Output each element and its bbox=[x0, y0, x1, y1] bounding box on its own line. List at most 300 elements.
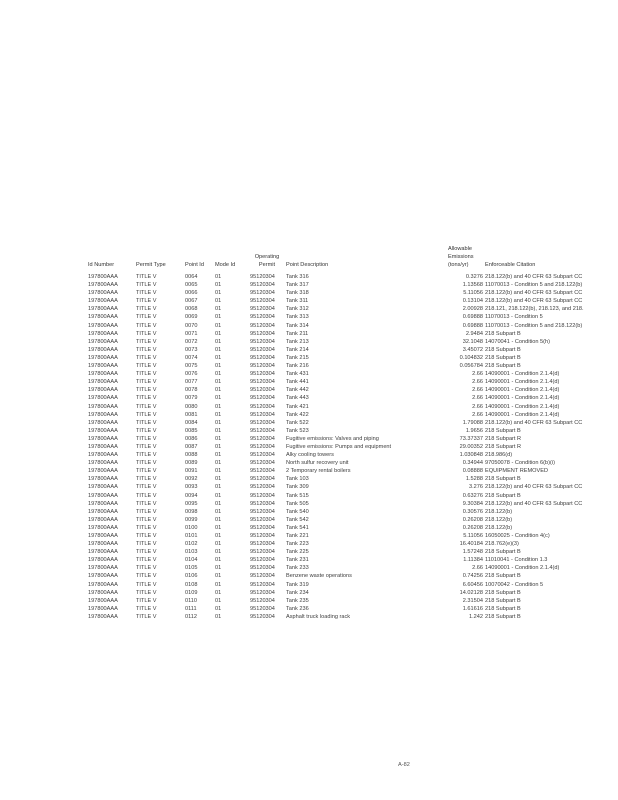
cell-enforceable-citation: 14070041 - Condition 5(h) bbox=[485, 338, 550, 345]
cell-enforceable-citation: 14090001 - Condition 2.1.4(d) bbox=[485, 403, 560, 410]
cell-operating-permit: 95120304 bbox=[250, 379, 275, 386]
cell-operating-permit: 95120304 bbox=[250, 476, 275, 483]
cell-mode-id: 01 bbox=[215, 306, 222, 313]
table-row bbox=[88, 313, 618, 321]
cell-point-description: Tank 221 bbox=[286, 533, 309, 539]
cell-id-number: 197800AAA bbox=[88, 573, 118, 580]
cell-allowable-emissions: 0.26208 bbox=[462, 524, 483, 531]
cell-operating-permit: 95120304 bbox=[250, 589, 275, 596]
cell-operating-permit: 95120304 bbox=[250, 508, 275, 515]
cell-permit-type: TITLE V bbox=[136, 379, 157, 386]
cell-permit-type: TITLE V bbox=[136, 516, 157, 523]
table-row bbox=[88, 289, 618, 297]
cell-mode-id: 01 bbox=[215, 379, 222, 386]
cell-point-id: 0098 bbox=[185, 508, 198, 515]
cell-operating-permit: 95120304 bbox=[250, 403, 275, 410]
table-row bbox=[88, 378, 618, 386]
cell-point-id: 0103 bbox=[185, 549, 198, 556]
cell-permit-type: TITLE V bbox=[136, 443, 157, 450]
cell-enforceable-citation: 10070042 - Condition 5 bbox=[485, 581, 544, 588]
cell-enforceable-citation: 11010041 - Condition 1.3 bbox=[485, 557, 548, 564]
cell-mode-id: 01 bbox=[215, 484, 222, 491]
cell-point-id: 0080 bbox=[185, 403, 198, 410]
header-permit-type: Permit Type bbox=[136, 262, 166, 268]
cell-point-id: 0088 bbox=[185, 452, 198, 459]
header-allowable-emissions: Allowable Emissions (tons/yr) bbox=[448, 246, 474, 268]
header-mode-id: Mode Id bbox=[215, 262, 236, 268]
table-row bbox=[88, 564, 618, 572]
table-row bbox=[88, 508, 618, 516]
cell-operating-permit: 95120304 bbox=[250, 597, 275, 604]
cell-point-description: Tank 213 bbox=[286, 338, 309, 345]
cell-allowable-emissions: 0.63276 bbox=[462, 492, 483, 499]
cell-point-description: Tank 214 bbox=[286, 346, 309, 353]
cell-point-description: Tank 223 bbox=[286, 541, 309, 548]
cell-permit-type: TITLE V bbox=[136, 524, 157, 531]
table-row bbox=[88, 435, 618, 443]
cell-allowable-emissions: 5.11056 bbox=[463, 290, 483, 297]
cell-allowable-emissions: 2.9484 bbox=[465, 330, 483, 337]
cell-mode-id: 01 bbox=[215, 443, 222, 450]
cell-id-number: 197800AAA bbox=[88, 330, 118, 337]
cell-id-number: 197800AAA bbox=[88, 427, 118, 434]
table-row bbox=[88, 459, 618, 467]
cell-permit-type: TITLE V bbox=[136, 597, 157, 604]
cell-operating-permit: 95120304 bbox=[250, 443, 275, 450]
cell-allowable-emissions: 2.66 bbox=[472, 379, 483, 386]
cell-permit-type: TITLE V bbox=[136, 419, 157, 426]
table-row bbox=[88, 483, 618, 491]
cell-operating-permit: 95120304 bbox=[250, 338, 275, 345]
cell-permit-type: TITLE V bbox=[136, 541, 157, 548]
cell-id-number: 197800AAA bbox=[88, 371, 118, 378]
cell-allowable-emissions: 2.66 bbox=[472, 371, 483, 378]
cell-point-description: North sulfur recovery unit bbox=[286, 460, 349, 467]
cell-point-description: Tank 313 bbox=[286, 314, 309, 321]
table-row bbox=[88, 354, 618, 362]
cell-allowable-emissions: 1.030848 bbox=[459, 452, 483, 459]
emissions-table bbox=[88, 245, 618, 621]
cell-operating-permit: 95120304 bbox=[250, 541, 275, 548]
cell-point-description: Tank 211 bbox=[286, 330, 309, 337]
cell-operating-permit: 95120304 bbox=[250, 419, 275, 426]
cell-mode-id: 01 bbox=[215, 549, 222, 556]
cell-mode-id: 01 bbox=[215, 541, 222, 548]
cell-permit-type: TITLE V bbox=[136, 581, 157, 588]
cell-enforceable-citation: 14090001 - Condition 2.1.4(d) bbox=[485, 371, 560, 378]
table-row bbox=[88, 597, 618, 605]
cell-allowable-emissions: 1.11384 bbox=[463, 557, 483, 564]
cell-point-id: 0110 bbox=[185, 597, 198, 604]
header-operating-permit: Operating Permit bbox=[254, 254, 280, 268]
cell-enforceable-citation: 218 Subpart B bbox=[485, 492, 521, 499]
table-row bbox=[88, 589, 618, 597]
cell-allowable-emissions: 0.08888 bbox=[462, 468, 483, 475]
cell-allowable-emissions: 2.00928 bbox=[462, 306, 483, 313]
cell-id-number: 197800AAA bbox=[88, 581, 118, 588]
cell-enforceable-citation: 14090001 - Condition 2.1.4(d) bbox=[485, 395, 560, 402]
header-id-number: Id Number bbox=[88, 262, 115, 268]
cell-point-id: 0070 bbox=[185, 322, 198, 329]
cell-allowable-emissions: 1.61616 bbox=[462, 605, 483, 612]
cell-mode-id: 01 bbox=[215, 298, 222, 305]
table-row bbox=[88, 613, 618, 621]
cell-allowable-emissions: 1.57248 bbox=[462, 549, 483, 556]
cell-mode-id: 01 bbox=[215, 557, 222, 564]
cell-operating-permit: 95120304 bbox=[250, 274, 275, 280]
cell-mode-id: 01 bbox=[215, 435, 222, 442]
cell-mode-id: 01 bbox=[215, 613, 222, 620]
cell-id-number: 197800AAA bbox=[88, 314, 118, 321]
cell-permit-type: TITLE V bbox=[136, 565, 157, 572]
cell-permit-type: TITLE V bbox=[136, 403, 157, 410]
cell-allowable-emissions: 16.40184 bbox=[459, 541, 483, 548]
table-row bbox=[88, 548, 618, 556]
table-row bbox=[88, 467, 618, 475]
table-body bbox=[88, 273, 618, 621]
table-row bbox=[88, 605, 618, 613]
cell-point-id: 0109 bbox=[185, 589, 198, 596]
cell-id-number: 197800AAA bbox=[88, 411, 118, 418]
cell-enforceable-citation: 14090001 - Condition 2.1.4(d) bbox=[485, 411, 560, 418]
cell-point-id: 0100 bbox=[185, 524, 198, 531]
cell-enforceable-citation: 11070013 - Condition 5 bbox=[485, 314, 543, 321]
header-enforceable-citation: Enforceable Citation bbox=[485, 262, 536, 268]
cell-id-number: 197800AAA bbox=[88, 306, 118, 313]
cell-allowable-emissions: 2.66 bbox=[472, 387, 483, 394]
cell-permit-type: TITLE V bbox=[136, 549, 157, 556]
cell-allowable-emissions: 0.3276 bbox=[465, 274, 483, 280]
cell-point-description: Tank 215 bbox=[286, 354, 309, 361]
cell-permit-type: TITLE V bbox=[136, 492, 157, 499]
cell-allowable-emissions: 73.37337 bbox=[459, 435, 483, 442]
cell-enforceable-citation: 218 Subpart B bbox=[485, 605, 521, 612]
cell-enforceable-citation: 218.122(b) bbox=[485, 524, 513, 531]
cell-mode-id: 01 bbox=[215, 354, 222, 361]
cell-mode-id: 01 bbox=[215, 411, 222, 418]
cell-point-description: Tank 421 bbox=[286, 403, 309, 410]
cell-id-number: 197800AAA bbox=[88, 468, 118, 475]
cell-operating-permit: 95120304 bbox=[250, 314, 275, 321]
cell-permit-type: TITLE V bbox=[136, 330, 157, 337]
cell-allowable-emissions: 0.104832 bbox=[459, 354, 483, 361]
cell-operating-permit: 95120304 bbox=[250, 613, 275, 620]
cell-mode-id: 01 bbox=[215, 314, 222, 321]
cell-permit-type: TITLE V bbox=[136, 500, 157, 507]
cell-id-number: 197800AAA bbox=[88, 533, 118, 539]
table-row bbox=[88, 322, 618, 330]
cell-id-number: 197800AAA bbox=[88, 435, 118, 442]
cell-enforceable-citation: 218 Subpart R bbox=[485, 435, 522, 442]
cell-id-number: 197800AAA bbox=[88, 346, 118, 353]
cell-operating-permit: 95120304 bbox=[250, 565, 275, 572]
cell-enforceable-citation: 218 Subpart B bbox=[485, 330, 521, 337]
cell-mode-id: 01 bbox=[215, 597, 222, 604]
cell-permit-type: TITLE V bbox=[136, 613, 157, 620]
cell-enforceable-citation: 218.122(b) and 40 CFR 63 Subpart CC bbox=[485, 298, 583, 305]
cell-point-id: 0101 bbox=[185, 533, 198, 539]
cell-mode-id: 01 bbox=[215, 371, 222, 378]
cell-enforceable-citation: 218 Subpart B bbox=[485, 613, 521, 620]
cell-permit-type: TITLE V bbox=[136, 387, 157, 394]
cell-point-description: Tank 314 bbox=[286, 322, 309, 329]
cell-id-number: 197800AAA bbox=[88, 387, 118, 394]
cell-operating-permit: 95120304 bbox=[250, 354, 275, 361]
cell-id-number: 197800AAA bbox=[88, 605, 118, 612]
cell-enforceable-citation: 218 Subpart B bbox=[485, 589, 521, 596]
cell-mode-id: 01 bbox=[215, 363, 222, 370]
cell-mode-id: 01 bbox=[215, 346, 222, 353]
table-row bbox=[88, 475, 618, 483]
cell-allowable-emissions: 0.13104 bbox=[462, 298, 483, 305]
cell-operating-permit: 95120304 bbox=[250, 411, 275, 418]
cell-point-description: Tank 235 bbox=[286, 597, 309, 604]
table-row bbox=[88, 411, 618, 419]
cell-mode-id: 01 bbox=[215, 419, 222, 426]
cell-point-id: 0071 bbox=[185, 330, 198, 337]
cell-permit-type: TITLE V bbox=[136, 290, 157, 297]
cell-id-number: 197800AAA bbox=[88, 322, 118, 329]
table-row bbox=[88, 394, 618, 402]
cell-point-id: 0091 bbox=[185, 468, 198, 475]
cell-id-number: 197800AAA bbox=[88, 290, 118, 297]
cell-point-description: Tank 422 bbox=[286, 411, 309, 418]
cell-allowable-emissions: 2.66 bbox=[472, 395, 483, 402]
cell-allowable-emissions: 2.66 bbox=[472, 411, 483, 418]
cell-operating-permit: 95120304 bbox=[250, 395, 275, 402]
table-row bbox=[88, 362, 618, 370]
cell-id-number: 197800AAA bbox=[88, 484, 118, 491]
cell-mode-id: 01 bbox=[215, 403, 222, 410]
cell-id-number: 197800AAA bbox=[88, 549, 118, 556]
cell-mode-id: 01 bbox=[215, 508, 222, 515]
cell-id-number: 197800AAA bbox=[88, 274, 118, 280]
cell-allowable-emissions: 1.79088 bbox=[462, 419, 483, 426]
cell-mode-id: 01 bbox=[215, 533, 222, 539]
cell-enforceable-citation: 14090001 - Condition 2.1.4(d) bbox=[485, 565, 560, 572]
cell-point-description: 2 Temporary rental boilers bbox=[286, 468, 351, 475]
cell-mode-id: 01 bbox=[215, 274, 222, 280]
cell-permit-type: TITLE V bbox=[136, 354, 157, 361]
table-row bbox=[88, 581, 618, 589]
table-row bbox=[88, 281, 618, 289]
cell-enforceable-citation: 218 Subpart B bbox=[485, 549, 521, 556]
cell-operating-permit: 95120304 bbox=[250, 346, 275, 353]
cell-point-id: 0104 bbox=[185, 557, 198, 564]
cell-mode-id: 01 bbox=[215, 290, 222, 297]
cell-point-description: Tank 442 bbox=[286, 387, 309, 394]
cell-operating-permit: 95120304 bbox=[250, 549, 275, 556]
table-row bbox=[88, 492, 618, 500]
cell-id-number: 197800AAA bbox=[88, 403, 118, 410]
cell-point-id: 0084 bbox=[185, 419, 198, 426]
cell-allowable-emissions: 29.00352 bbox=[459, 443, 483, 450]
cell-operating-permit: 95120304 bbox=[250, 298, 275, 305]
cell-point-id: 0094 bbox=[185, 492, 198, 499]
cell-allowable-emissions: 0.74256 bbox=[462, 573, 483, 580]
table-row bbox=[88, 346, 618, 354]
cell-operating-permit: 95120304 bbox=[250, 533, 275, 539]
cell-mode-id: 01 bbox=[215, 330, 222, 337]
cell-point-description: Tank 540 bbox=[286, 508, 309, 515]
cell-point-description: Tank 225 bbox=[286, 549, 309, 556]
cell-point-description: Tank 522 bbox=[286, 419, 309, 426]
cell-point-description: Tank 311 bbox=[286, 298, 309, 305]
cell-id-number: 197800AAA bbox=[88, 500, 118, 507]
cell-operating-permit: 95120304 bbox=[250, 460, 275, 467]
cell-allowable-emissions: 14.02128 bbox=[459, 589, 483, 596]
cell-permit-type: TITLE V bbox=[136, 468, 157, 475]
table-row bbox=[88, 305, 618, 313]
cell-mode-id: 01 bbox=[215, 516, 222, 523]
table-row bbox=[88, 443, 618, 451]
cell-allowable-emissions: 2.66 bbox=[472, 403, 483, 410]
cell-point-description: Tank 443 bbox=[286, 395, 309, 402]
cell-point-description: Fugitive emissions: Valves and piping bbox=[286, 435, 379, 442]
cell-point-description: Tank 505 bbox=[286, 500, 309, 507]
cell-point-id: 0078 bbox=[185, 387, 198, 394]
cell-mode-id: 01 bbox=[215, 427, 222, 434]
cell-operating-permit: 95120304 bbox=[250, 290, 275, 297]
cell-enforceable-citation: 218 Subpart B bbox=[485, 476, 521, 483]
cell-point-description: Tank 318 bbox=[286, 290, 309, 297]
cell-id-number: 197800AAA bbox=[88, 282, 118, 289]
cell-operating-permit: 95120304 bbox=[250, 484, 275, 491]
cell-point-description: Tank 523 bbox=[286, 427, 309, 434]
cell-enforceable-citation: 11070013 - Condition 5 and 218.122(b) bbox=[485, 282, 583, 289]
table-row bbox=[88, 572, 618, 580]
cell-point-id: 0108 bbox=[185, 581, 198, 588]
cell-mode-id: 01 bbox=[215, 589, 222, 596]
cell-id-number: 197800AAA bbox=[88, 565, 118, 572]
cell-enforceable-citation: 218 Subpart R bbox=[485, 443, 522, 450]
cell-point-id: 0111 bbox=[185, 605, 197, 612]
cell-point-description: Tank 431 bbox=[286, 371, 309, 378]
cell-point-id: 0073 bbox=[185, 346, 198, 353]
cell-point-description: Tank 317 bbox=[286, 282, 309, 289]
cell-allowable-emissions: 6.60456 bbox=[462, 581, 483, 588]
cell-point-id: 0106 bbox=[185, 573, 198, 580]
table-row bbox=[88, 451, 618, 459]
cell-operating-permit: 95120304 bbox=[250, 605, 275, 612]
cell-permit-type: TITLE V bbox=[136, 452, 157, 459]
cell-allowable-emissions: 2.31504 bbox=[462, 597, 483, 604]
table-row bbox=[88, 524, 618, 532]
cell-point-id: 0067 bbox=[185, 298, 198, 305]
cell-mode-id: 01 bbox=[215, 468, 222, 475]
cell-point-description: Tank 309 bbox=[286, 484, 309, 491]
cell-mode-id: 01 bbox=[215, 460, 222, 467]
cell-enforceable-citation: 218.122(b) bbox=[485, 516, 513, 523]
cell-enforceable-citation: 218.122(b) bbox=[485, 508, 513, 515]
cell-mode-id: 01 bbox=[215, 492, 222, 499]
cell-permit-type: TITLE V bbox=[136, 508, 157, 515]
cell-permit-type: TITLE V bbox=[136, 346, 157, 353]
cell-id-number: 197800AAA bbox=[88, 363, 118, 370]
cell-point-id: 0079 bbox=[185, 395, 198, 402]
cell-allowable-emissions: 5.11056 bbox=[463, 533, 483, 539]
cell-allowable-emissions: 9.30384 bbox=[462, 500, 483, 507]
cell-mode-id: 01 bbox=[215, 605, 222, 612]
cell-point-description: Tank 233 bbox=[286, 565, 309, 572]
cell-id-number: 197800AAA bbox=[88, 476, 118, 483]
cell-point-description: Asphalt truck loading rack bbox=[286, 613, 351, 620]
cell-allowable-emissions: 0.34944 bbox=[462, 460, 483, 467]
cell-permit-type: TITLE V bbox=[136, 338, 157, 345]
cell-point-description: Fugitive emissions: Pumps and equipment bbox=[286, 443, 392, 450]
cell-point-id: 0089 bbox=[185, 460, 198, 467]
cell-mode-id: 01 bbox=[215, 452, 222, 459]
cell-mode-id: 01 bbox=[215, 387, 222, 394]
cell-id-number: 197800AAA bbox=[88, 613, 118, 620]
cell-id-number: 197800AAA bbox=[88, 354, 118, 361]
cell-point-id: 0099 bbox=[185, 516, 198, 523]
cell-point-id: 0093 bbox=[185, 484, 198, 491]
cell-point-id: 0066 bbox=[185, 290, 198, 297]
cell-mode-id: 01 bbox=[215, 500, 222, 507]
cell-mode-id: 01 bbox=[215, 338, 222, 345]
cell-point-description: Tank 236 bbox=[286, 605, 309, 612]
cell-permit-type: TITLE V bbox=[136, 395, 157, 402]
cell-id-number: 197800AAA bbox=[88, 379, 118, 386]
cell-enforceable-citation: 218 Subpart B bbox=[485, 346, 521, 353]
cell-permit-type: TITLE V bbox=[136, 573, 157, 580]
cell-point-description: Tank 316 bbox=[286, 274, 309, 280]
page-number: A-82 bbox=[398, 762, 410, 768]
table-row bbox=[88, 532, 618, 540]
cell-point-id: 0077 bbox=[185, 379, 198, 386]
cell-enforceable-citation: 218.986(d) bbox=[485, 452, 513, 459]
cell-operating-permit: 95120304 bbox=[250, 524, 275, 531]
cell-point-description: Tank 319 bbox=[286, 581, 309, 588]
cell-point-id: 0065 bbox=[185, 282, 198, 289]
cell-point-description: Alky cooling towers bbox=[286, 452, 334, 459]
table-row bbox=[88, 370, 618, 378]
cell-mode-id: 01 bbox=[215, 395, 222, 402]
cell-point-id: 0092 bbox=[185, 476, 198, 483]
cell-point-description: Tank 441 bbox=[286, 379, 309, 386]
table-row bbox=[88, 556, 618, 564]
cell-point-id: 0087 bbox=[185, 443, 198, 450]
table-row bbox=[88, 403, 618, 411]
cell-permit-type: TITLE V bbox=[136, 363, 157, 370]
cell-point-id: 0076 bbox=[185, 371, 198, 378]
cell-permit-type: TITLE V bbox=[136, 427, 157, 434]
cell-point-description: Tank 541 bbox=[286, 524, 309, 531]
cell-enforceable-citation: 218 Subpart B bbox=[485, 363, 521, 370]
cell-enforceable-citation: 218 Subpart B bbox=[485, 354, 521, 361]
cell-id-number: 197800AAA bbox=[88, 524, 118, 531]
cell-point-id: 0081 bbox=[185, 411, 198, 418]
cell-point-id: 0085 bbox=[185, 427, 198, 434]
cell-mode-id: 01 bbox=[215, 322, 222, 329]
cell-id-number: 197800AAA bbox=[88, 597, 118, 604]
cell-id-number: 197800AAA bbox=[88, 557, 118, 564]
cell-enforceable-citation: 218.122(b) and 40 CFR 63 Subpart CC bbox=[485, 419, 583, 426]
table-row bbox=[88, 419, 618, 427]
cell-permit-type: TITLE V bbox=[136, 371, 157, 378]
cell-enforceable-citation: 218.122(b) and 40 CFR 63 Subpart CC bbox=[485, 500, 583, 507]
cell-permit-type: TITLE V bbox=[136, 314, 157, 321]
cell-point-id: 0095 bbox=[185, 500, 198, 507]
cell-enforceable-citation: EQUIPMENT REMOVED bbox=[485, 468, 548, 475]
cell-point-id: 0064 bbox=[185, 274, 198, 280]
cell-operating-permit: 95120304 bbox=[250, 322, 275, 329]
cell-operating-permit: 95120304 bbox=[250, 516, 275, 523]
cell-point-description: Tank 216 bbox=[286, 363, 309, 370]
cell-enforceable-citation: 218.122(b) and 40 CFR 63 Subpart CC bbox=[485, 274, 583, 280]
cell-operating-permit: 95120304 bbox=[250, 492, 275, 499]
